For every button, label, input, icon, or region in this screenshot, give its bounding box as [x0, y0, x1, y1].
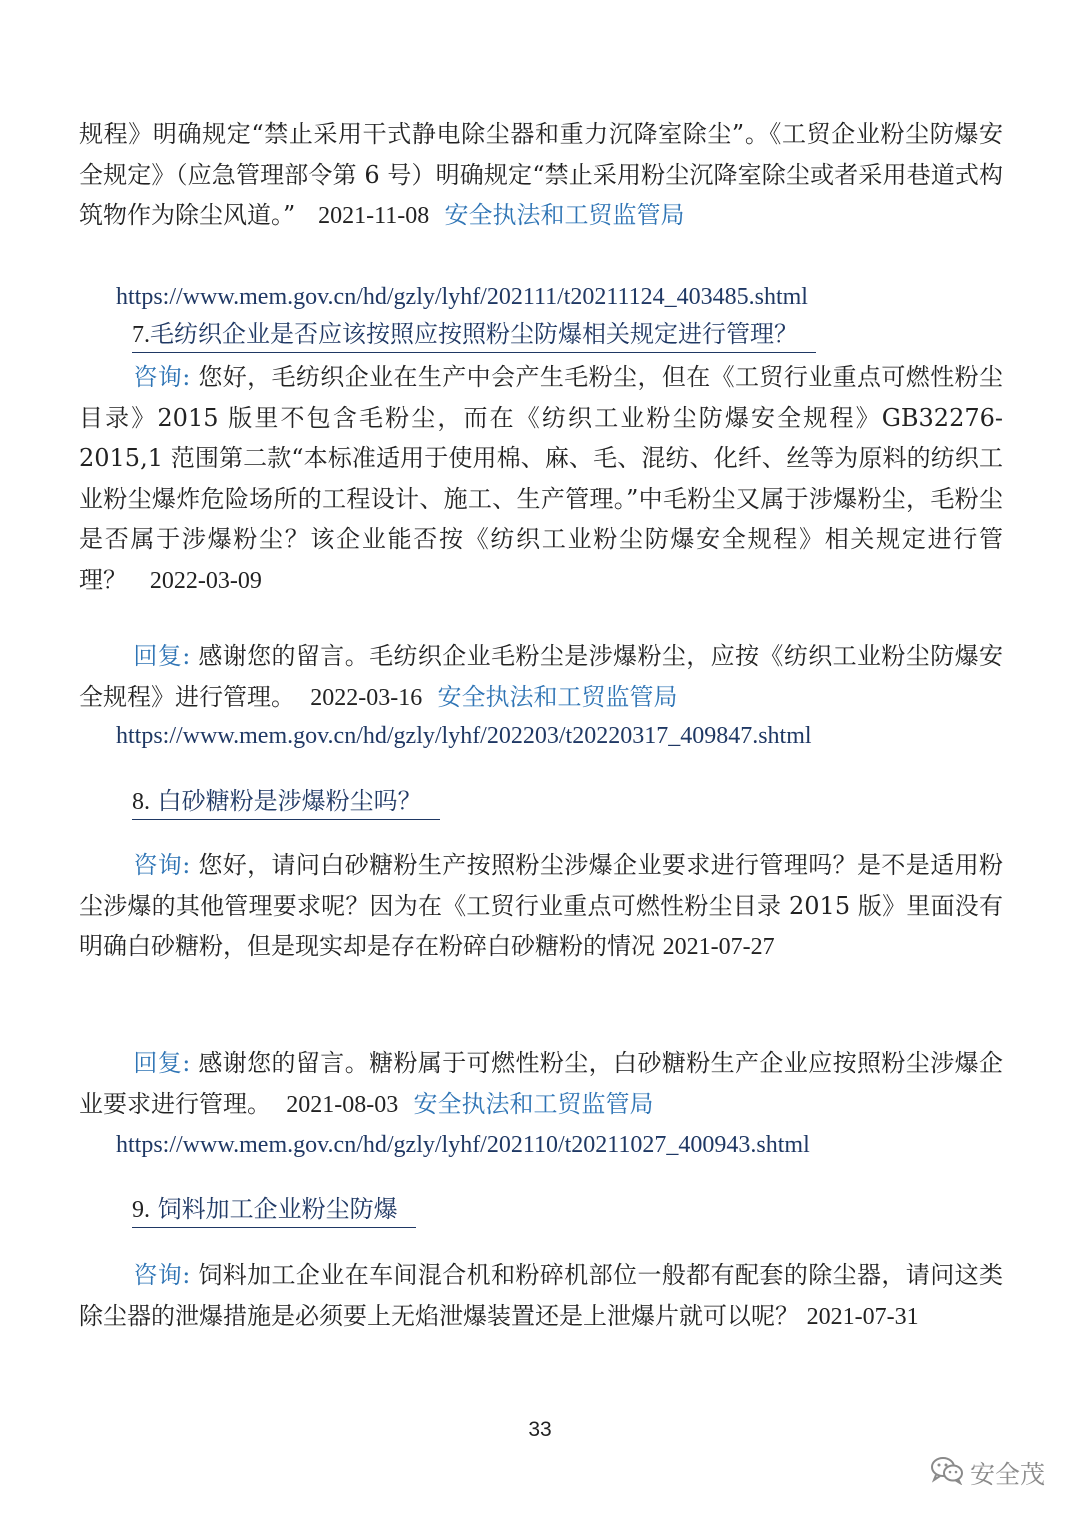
date: 2022-03-09 — [149, 567, 262, 594]
paragraph-continuation: 规程》明确规定“禁止采用干式静电除尘器和重力沉降室除尘”。《工贸企业粉尘防爆安全规定》（应急管理部令第 6 号）明确规定“禁止采用粉尘沉降室除尘或者采用巷道式构筑物作为除尘风道。” 2021-11-08 安全执法和工贸监管局 — [79, 120, 1003, 229]
department: 安全执法和工贸监管局 — [437, 682, 678, 711]
source-link-1[interactable]: https://www.mem.gov.cn/hd/gzly/lyhf/202111/t20211124_403485.shtml — [116, 284, 808, 310]
wechat-icon — [930, 1455, 964, 1491]
ask-label: 咨询: — [133, 851, 191, 879]
date: 2021-11-08 — [318, 203, 430, 229]
question-7-ask: 咨询: 您好，毛纺织企业在生产中会产生毛粉尘，但在《工贸行业重点可燃性粉尘目录》2015 版里不包含毛粉尘，而在《纺织工业粉尘防爆安全规程》GB32276-2015,1 范围第二款“本标准适用于使用棉、麻、毛、混纺、化纤、丝等为原料的纺织工业粉尘爆炸危险场所的工程设计、施工、生产管理。”中毛粉尘又属于涉爆粉尘，毛粉尘是否属于涉爆粉尘？该企业能否按《纺织工业粉尘防爆安全规程》相关规定进行管理？ 2022-03-09 — [79, 363, 1003, 594]
question-7-reply: 回复: 感谢您的留言。毛纺织企业毛粉尘是涉爆粉尘，应按《纺织工业粉尘防爆安全规程》进行管理。 2022-03-16 安全执法和工贸监管局 — [79, 642, 1003, 711]
question-9-ask: 咨询: 饲料加工企业在车间混合机和粉碎机部位一般都有配套的除尘器，请问这类除尘器的泄爆措施是必须要上无焰泄爆装置还是上泄爆片就可以呢？ 2021-07-31 — [79, 1261, 1003, 1330]
reply-label: 回复: — [133, 1049, 191, 1077]
question-8-ask: 咨询: 您好，请问白砂糖粉生产按照粉尘涉爆企业要求进行管理吗？是不是适用粉尘涉爆的其他管理要求呢？因为在《工贸行业重点可燃性粉尘目录 2015 版》里面没有明确白砂糖粉，但是现实却是存在粉碎白砂糖粉的情况 2021-07-27 — [79, 851, 1003, 960]
question-8-title[interactable]: 8. 白砂糖粉是涉爆粉尘吗？ — [132, 784, 440, 820]
ask-label: 咨询: — [133, 363, 191, 391]
source-link-2[interactable]: https://www.mem.gov.cn/hd/gzly/lyhf/202203/t20220317_409847.shtml — [116, 723, 812, 749]
question-9-title[interactable]: 9. 饲料加工企业粉尘防爆 — [132, 1192, 416, 1228]
date: 2021-07-31 — [806, 1303, 919, 1330]
watermark — [930, 1455, 1045, 1491]
question-8-reply: 回复: 感谢您的留言。糖粉属于可燃性粉尘，白砂糖粉生产企业应按照粉尘涉爆企业要求进行管理。 2021-08-03 安全执法和工贸监管局 — [79, 1049, 1003, 1118]
watermark-text: 安全茂 — [970, 1460, 1046, 1489]
reply-label: 回复: — [133, 642, 191, 670]
department: 安全执法和工贸监管局 — [444, 201, 685, 229]
page-number: 33 — [528, 1418, 552, 1441]
question-7-title[interactable]: 7.毛纺织企业是否应该按照应按照粉尘防爆相关规定进行管理？ — [132, 317, 816, 353]
date: 2021-08-03 — [286, 1091, 399, 1118]
date: 2022-03-16 — [310, 684, 423, 711]
source-link-3[interactable]: https://www.mem.gov.cn/hd/gzly/lyhf/202110/t20211027_400943.shtml — [116, 1132, 810, 1158]
department: 安全执法和工贸监管局 — [413, 1089, 654, 1118]
ask-label: 咨询: — [133, 1261, 191, 1289]
date: 2021-07-27 — [662, 934, 775, 960]
